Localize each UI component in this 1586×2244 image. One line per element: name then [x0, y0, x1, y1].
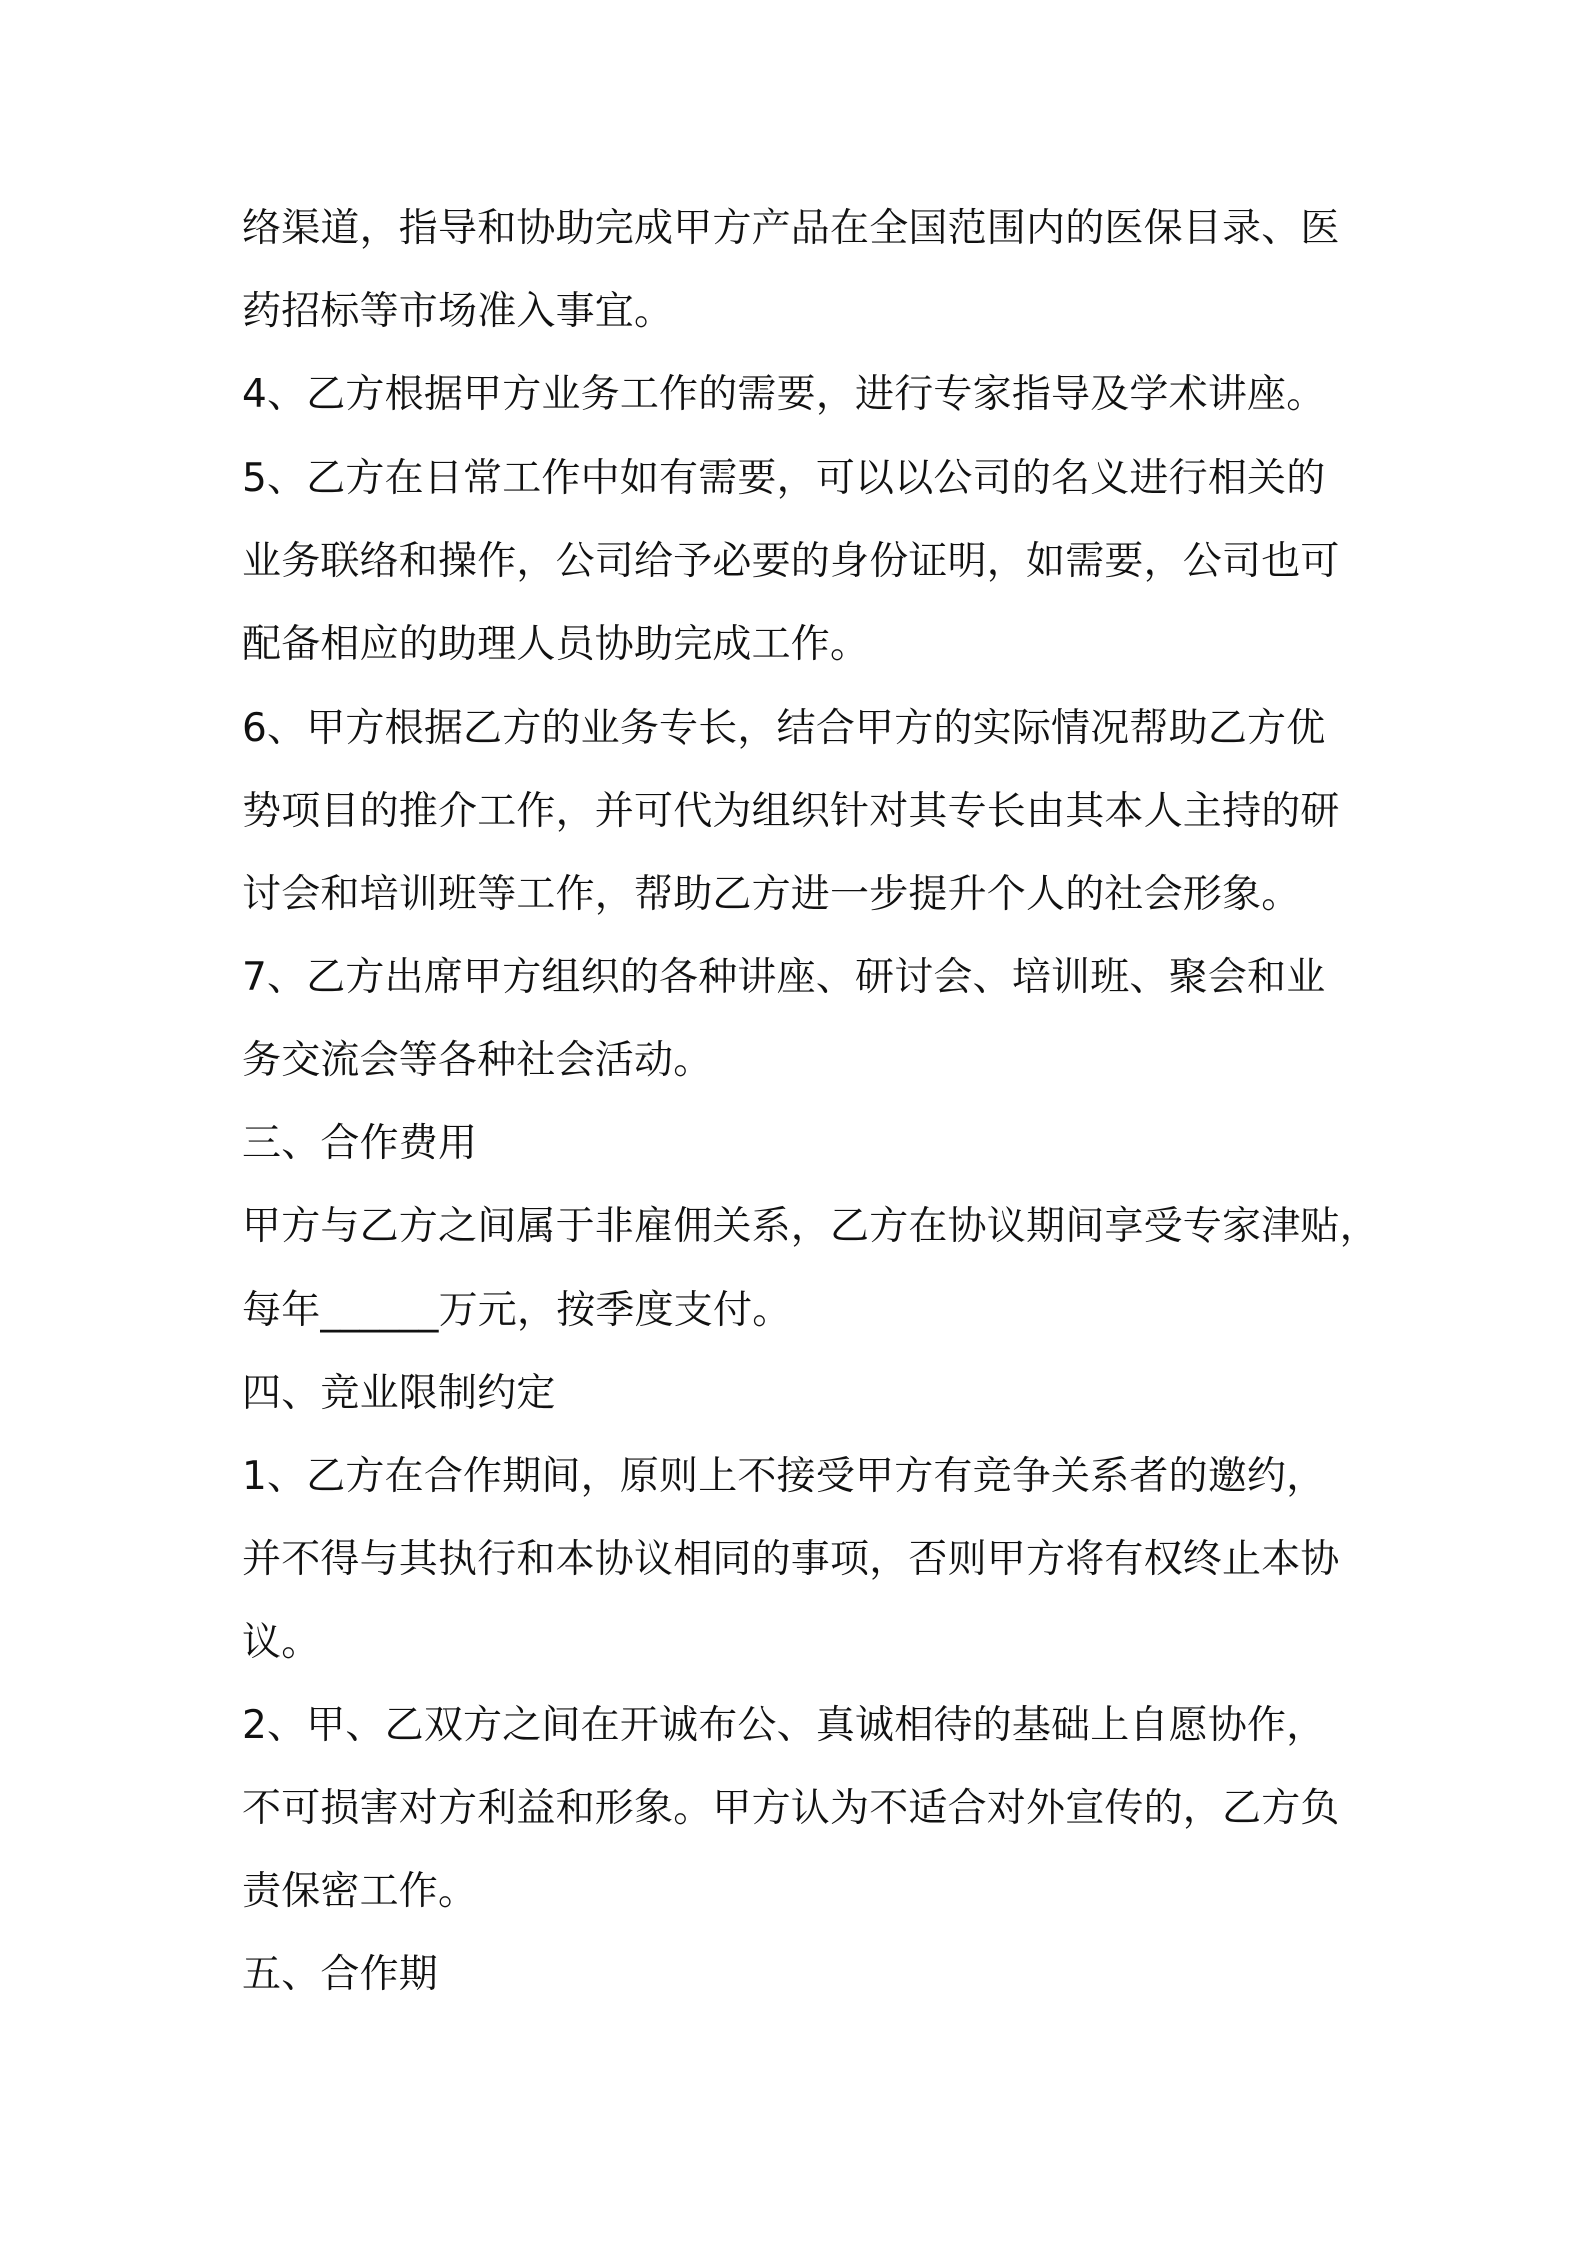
section-heading-4: 四、竞业限制约定 [242, 1371, 556, 1416]
clause-6-line-3: 讨会和培训班等工作，帮助乙方进一步提升个人的社会形象。 [242, 872, 1301, 917]
section-heading-3: 三、合作费用 [242, 1121, 478, 1166]
fees-line-2: 每年______万元，按季度支付。 [242, 1288, 792, 1333]
section-heading-5: 五、合作期 [242, 1952, 439, 1997]
clause-7-line-1: 7、乙方出席甲方组织的各种讲座、研讨会、培训班、聚会和业 [242, 955, 1326, 1000]
clause-6-line-1: 6、甲方根据乙方的业务专长，结合甲方的实际情况帮助乙方优 [242, 706, 1326, 751]
clause-5-line-3: 配备相应的助理人员协助完成工作。 [242, 622, 870, 667]
noncompete-2-line-2: 不可损害对方利益和形象。甲方认为不适合对外宣传的，乙方负 [242, 1786, 1340, 1831]
clause-7-line-2: 务交流会等各种社会活动。 [242, 1038, 713, 1083]
paragraph-3-line-3: 药招标等市场准入事宜。 [242, 289, 674, 334]
clause-6-line-2: 势项目的推介工作，并可代为组织针对其专长由其本人主持的研 [242, 789, 1340, 834]
clause-5-line-2: 业务联络和操作，公司给予必要的身份证明，如需要，公司也可 [242, 539, 1340, 584]
noncompete-1-line-2: 并不得与其执行和本协议相同的事项，否则甲方将有权终止本协 [242, 1537, 1340, 1582]
noncompete-2-line-3: 责保密工作。 [242, 1869, 478, 1914]
clause-5-line-1: 5、乙方在日常工作中如有需要，可以以公司的名义进行相关的 [242, 456, 1326, 501]
noncompete-1-line-3: 议。 [242, 1620, 321, 1665]
paragraph-3-line-2: 络渠道，指导和协助完成甲方产品在全国范围内的医保目录、医 [242, 206, 1340, 251]
noncompete-2-line-1: 2、甲、乙双方之间在开诚布公、真诚相待的基础上自愿协作， [242, 1703, 1326, 1748]
noncompete-1-line-1: 1、乙方在合作期间，原则上不接受甲方有竞争关系者的邀约， [242, 1454, 1326, 1499]
fees-line-1: 甲方与乙方之间属于非雇佣关系，乙方在协议期间享受专家津贴， [242, 1204, 1379, 1249]
clause-4-line-1: 4、乙方根据甲方业务工作的需要，进行专家指导及学术讲座。 [242, 372, 1326, 417]
